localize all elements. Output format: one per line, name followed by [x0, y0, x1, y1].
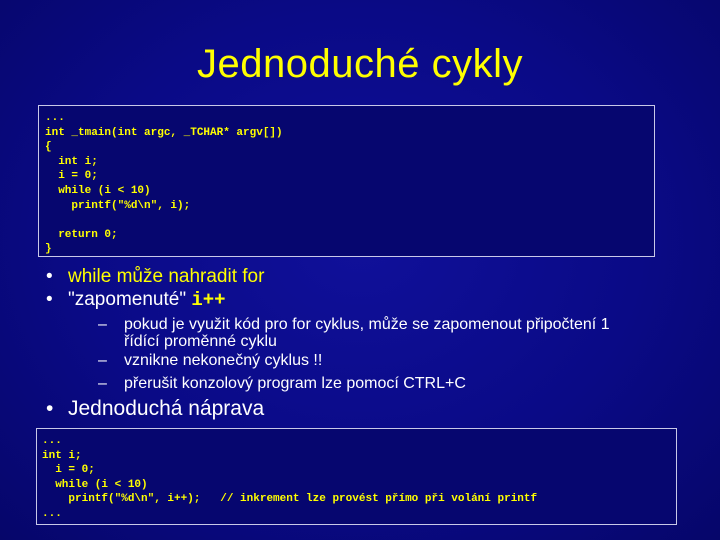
bullet-simple-fix: [46, 397, 264, 421]
sub-bullet-text: pokud je využit kód pro for cyklus, může se zapomenout připočtení 1: [124, 316, 610, 333]
code-line: ...: [42, 435, 62, 447]
code-line: printf("%d\n", i);: [45, 199, 191, 212]
bullet-marker: •: [46, 397, 54, 420]
sub-bullet-text: přerušit konzolový program lze pomocí CTRL+C: [124, 375, 466, 392]
code-line: printf("%d\n", i++);: [42, 493, 201, 506]
code-line: }: [45, 243, 52, 256]
code-block-main: [38, 105, 655, 257]
sub-bullet-continuation: řídící proměnné cyklu: [124, 333, 277, 350]
code-line: ...: [45, 112, 65, 124]
code-line: int i;: [42, 449, 82, 462]
slide-title: Jednoduché cykly: [197, 42, 523, 86]
code-increment: i++: [191, 289, 226, 311]
code-line: {: [45, 141, 52, 154]
code-line: while (i < 10): [42, 478, 148, 491]
code-line: return 0;: [45, 228, 118, 241]
dash-marker: –: [98, 316, 107, 333]
keyword-for: for: [242, 266, 265, 287]
keyword-while: while: [68, 266, 112, 287]
bullet-forgotten-increment: [46, 289, 226, 311]
bullet-text: Jednoduchá náprava: [68, 397, 265, 420]
bullet-marker: •: [46, 266, 53, 287]
code-block-fix: [36, 428, 677, 525]
bullet-text: může nahradit: [111, 266, 243, 287]
code-line: int i;: [45, 155, 98, 168]
dash-marker: –: [98, 375, 107, 392]
sub-bullet-ctrl-c: [98, 375, 466, 392]
sub-bullet-text: vznikne nekonečný cyklus !!: [124, 352, 323, 369]
bullet-text: "zapomenuté": [68, 289, 192, 310]
code-comment: // inkrement lze provést přímo při volání printf: [200, 493, 538, 506]
sub-bullet-infinite-loop: [98, 352, 322, 369]
bullet-marker: •: [46, 289, 53, 310]
code-line: i = 0;: [42, 464, 95, 477]
code-line: while (i < 10): [45, 184, 151, 197]
dash-marker: –: [98, 352, 107, 369]
sub-bullet-for-reuse: [98, 316, 610, 350]
code-line: int _tmain(int argc, _TCHAR* argv[]): [45, 126, 283, 139]
code-line: i = 0;: [45, 170, 98, 183]
bullet-while-for: [46, 266, 264, 288]
code-line: ...: [42, 507, 62, 520]
